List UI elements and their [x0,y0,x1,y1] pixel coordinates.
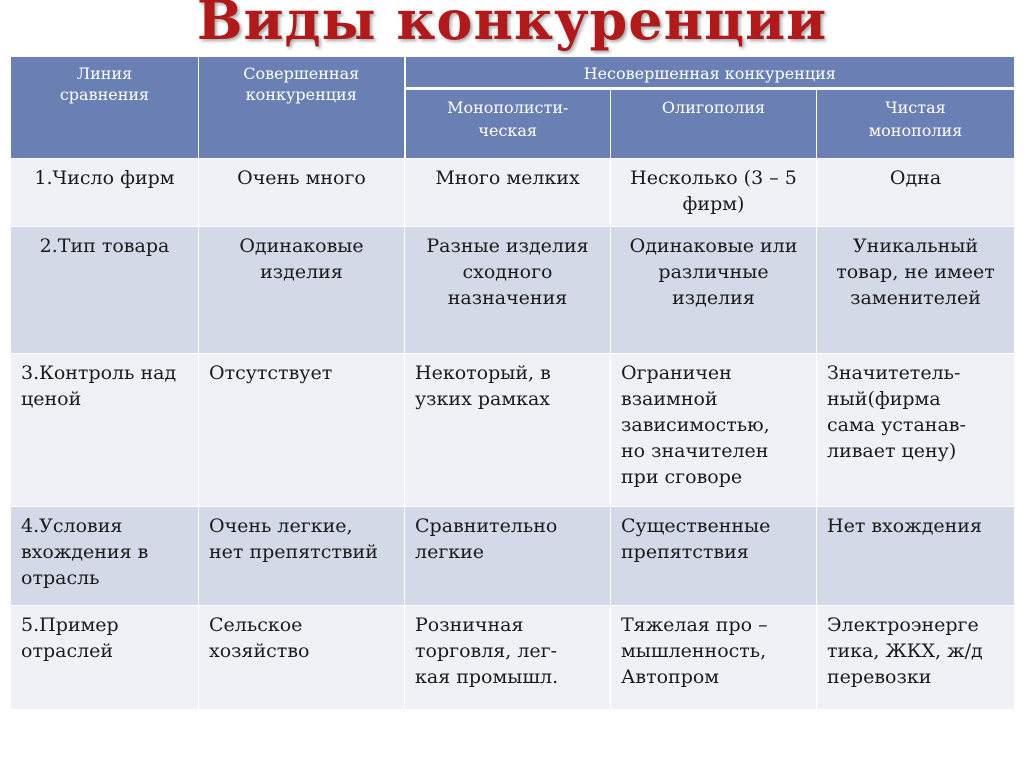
cell-monopoly: Нет вхождения [817,507,1015,606]
table-row [11,507,1015,606]
cell-oligopoly: Несколько (3 – 5 фирм) [611,159,817,227]
cell-perfect: Отсутствует [199,354,405,507]
cell-oligopoly: Существенные препятствия [611,507,817,606]
cell-perfect: Очень много [199,159,405,227]
row-label: 5.Пример отраслей [11,606,199,710]
cell-monopoly: Одна [817,159,1015,227]
header-comparison-line: Линия сравнения [11,57,199,159]
cell-oligopoly: Тяжелая про – мышленность, Автопром [611,606,817,710]
cell-perfect: Очень легкие, нет препятствий [199,507,405,606]
cell-monopolistic: Сравнительно легкие [405,507,611,606]
competition-table [10,56,1015,710]
table-row [11,159,1015,227]
cell-oligopoly: Одинаковые или различные изделия [611,227,817,354]
header-imperfect-competition: Несовершенная конкуренция [405,57,1015,89]
cell-monopoly: Значитетель- ный(фирма сама устанав- ливает цену) [817,354,1015,507]
table-row [11,606,1015,710]
cell-monopolistic: Некоторый, в узких рамках [405,354,611,507]
cell-oligopoly: Ограничен взаимной зависимостью, но значителен при сговоре [611,354,817,507]
row-label: 1.Число фирм [11,159,199,227]
cell-monopoly: Уникальный товар, не имеет заменителей [817,227,1015,354]
row-label: 3.Контроль над ценой [11,354,199,507]
page-title: Виды конкуренции [196,0,828,52]
cell-monopoly: Электроэнерге тика, ЖКХ, ж/д перевозки [817,606,1015,710]
cell-perfect: Одинаковые изделия [199,227,405,354]
header-monopolistic: Монополисти- ческая [405,89,611,159]
cell-monopolistic: Разные изделия сходного назначения [405,227,611,354]
row-label: 4.Условия вхождения в отрасль [11,507,199,606]
cell-monopolistic: Много мелких [405,159,611,227]
header-pure-monopoly: Чистая монополия [817,89,1015,159]
header-oligopoly: Олигополия [611,89,817,159]
cell-monopolistic: Розничная торговля, лег- кая промышл. [405,606,611,710]
header-perfect-competition: Совершенная конкуренция [199,57,405,159]
table-row [11,354,1015,507]
cell-perfect: Сельское хозяйство [199,606,405,710]
table-row [11,227,1015,354]
row-label: 2.Тип товара [11,227,199,354]
